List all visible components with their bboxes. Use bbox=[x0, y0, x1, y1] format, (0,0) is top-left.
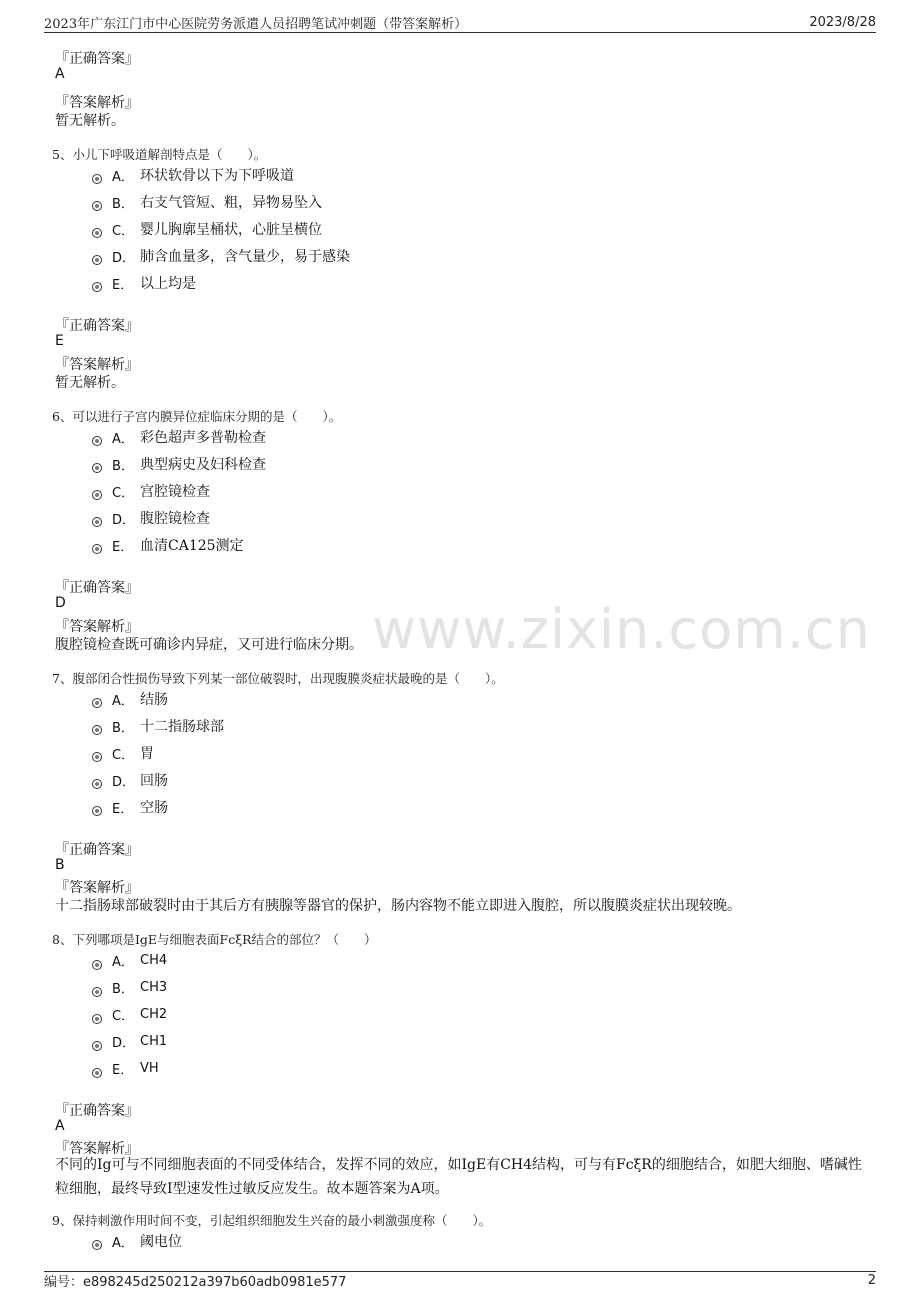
option-text: 彩色超声多普勒检查 bbox=[140, 430, 266, 446]
option-6e[interactable] bbox=[92, 535, 244, 555]
option-letter: D． bbox=[112, 774, 136, 790]
option-text: 腹腔镜检查 bbox=[140, 511, 210, 527]
correct-answer-label: 『正确答案』 bbox=[55, 580, 139, 596]
page-number: 2 bbox=[867, 1272, 876, 1288]
document-date: 2023/8/28 bbox=[809, 14, 876, 30]
option-9a[interactable] bbox=[92, 1231, 182, 1251]
option-6c[interactable] bbox=[92, 481, 210, 501]
option-letter: D． bbox=[112, 250, 136, 266]
radio-icon[interactable] bbox=[92, 463, 102, 473]
option-5c[interactable] bbox=[92, 219, 322, 239]
header-divider bbox=[44, 32, 876, 33]
option-text: 十二指肠球部 bbox=[140, 719, 224, 735]
option-text: 宫腔镜检查 bbox=[140, 484, 210, 500]
question-7-stem: 7、腹部闭合性损伤导致下列某一部位破裂时，出现腹膜炎症状最晚的是（ ）。 bbox=[52, 671, 504, 686]
option-6d[interactable] bbox=[92, 508, 210, 528]
analysis-label: 『答案解析』 bbox=[55, 357, 139, 373]
option-7d[interactable] bbox=[92, 770, 168, 790]
document-code: 编号：e898245d250212a397b60adb0981e577 bbox=[44, 1274, 347, 1290]
option-7b[interactable] bbox=[92, 716, 224, 736]
option-text: 婴儿胸廓呈桶状，心脏呈横位 bbox=[140, 222, 322, 238]
option-7a[interactable] bbox=[92, 689, 168, 709]
option-letter: C． bbox=[112, 485, 135, 501]
analysis-label: 『答案解析』 bbox=[55, 619, 139, 635]
radio-icon[interactable] bbox=[92, 752, 102, 762]
option-8b[interactable] bbox=[92, 978, 167, 997]
correct-answer-value: B bbox=[55, 857, 65, 873]
option-text: 以上均是 bbox=[140, 276, 196, 292]
option-letter: C． bbox=[112, 223, 135, 239]
option-text: 空肠 bbox=[140, 800, 168, 816]
correct-answer-label: 『正确答案』 bbox=[55, 842, 139, 858]
option-6a[interactable] bbox=[92, 427, 266, 447]
option-letter: D． bbox=[112, 1036, 136, 1051]
option-letter: C． bbox=[112, 1009, 135, 1024]
option-letter: A． bbox=[112, 1235, 134, 1251]
question-8-stem: 8、下列哪项是IgE与细胞表面FcξR结合的部位？（ ） bbox=[52, 932, 377, 947]
option-text: 环状软骨以下为下呼吸道 bbox=[140, 168, 294, 184]
radio-icon[interactable] bbox=[92, 806, 102, 816]
option-letter: B． bbox=[112, 196, 134, 212]
option-8c[interactable] bbox=[92, 1005, 167, 1024]
radio-icon[interactable] bbox=[92, 987, 102, 997]
option-5d[interactable] bbox=[92, 246, 350, 266]
correct-answer-label: 『正确答案』 bbox=[55, 1103, 139, 1119]
radio-icon[interactable] bbox=[92, 779, 102, 789]
radio-icon[interactable] bbox=[92, 228, 102, 238]
option-5e[interactable] bbox=[92, 273, 196, 293]
radio-icon[interactable] bbox=[92, 1014, 102, 1024]
option-letter: E． bbox=[112, 277, 134, 293]
option-text: CH3 bbox=[140, 980, 168, 995]
correct-answer-label: 『正确答案』 bbox=[55, 318, 139, 334]
correct-answer-label: 『正确答案』 bbox=[55, 51, 139, 67]
document-title: 2023年广东江门市中心医院劳务派遣人员招聘笔试冲刺题（带答案解析） bbox=[44, 16, 468, 32]
option-letter: D． bbox=[112, 512, 136, 528]
page-header bbox=[44, 13, 876, 31]
option-text: CH2 bbox=[140, 1007, 168, 1022]
option-letter: B． bbox=[112, 720, 134, 736]
option-7c[interactable] bbox=[92, 743, 154, 763]
correct-answer-value: E bbox=[55, 333, 64, 349]
analysis-text: 暂无解析。 bbox=[55, 375, 125, 391]
correct-answer-value: D bbox=[55, 595, 66, 611]
radio-icon[interactable] bbox=[92, 436, 102, 446]
option-letter: E． bbox=[112, 801, 134, 817]
option-text: CH4 bbox=[140, 953, 168, 968]
option-text: 血清CA125测定 bbox=[140, 538, 244, 554]
option-text: 阈电位 bbox=[140, 1234, 182, 1250]
option-8a[interactable] bbox=[92, 951, 167, 970]
radio-icon[interactable] bbox=[92, 490, 102, 500]
option-letter: C． bbox=[112, 747, 135, 763]
option-letter: B． bbox=[112, 982, 134, 997]
radio-icon[interactable] bbox=[92, 725, 102, 735]
option-6b[interactable] bbox=[92, 454, 266, 474]
option-text: 结肠 bbox=[140, 692, 168, 708]
radio-icon[interactable] bbox=[92, 282, 102, 292]
radio-icon[interactable] bbox=[92, 255, 102, 265]
option-letter: B． bbox=[112, 458, 134, 474]
option-letter: A． bbox=[112, 431, 134, 447]
radio-icon[interactable] bbox=[92, 1068, 102, 1078]
option-text: VH bbox=[140, 1061, 159, 1076]
analysis-label: 『答案解析』 bbox=[55, 95, 139, 111]
option-letter: E． bbox=[112, 539, 134, 555]
radio-icon[interactable] bbox=[92, 201, 102, 211]
option-8e[interactable] bbox=[92, 1059, 159, 1078]
question-9-stem: 9、保持刺激作用时间不变，引起组织细胞发生兴奋的最小刺激强度称（ ）。 bbox=[52, 1213, 492, 1228]
option-text: 典型病史及妇科检查 bbox=[140, 457, 266, 473]
option-letter: E． bbox=[112, 1063, 134, 1078]
watermark: www.zixin.com.cn bbox=[372, 598, 871, 661]
analysis-text: 腹腔镜检查既可确诊内异症，又可进行临床分期。 bbox=[55, 637, 363, 653]
analysis-label: 『答案解析』 bbox=[55, 880, 139, 896]
correct-answer-value: A bbox=[55, 1118, 65, 1134]
radio-icon[interactable] bbox=[92, 174, 102, 184]
radio-icon[interactable] bbox=[92, 698, 102, 708]
analysis-text: 不同的Ig可与不同细胞表面的不同受体结合，发挥不同的效应，如IgE有CH4结构，可与有FcξR的细胞结合，如肥大细胞、嗜碱性粒细胞，最终导致I型速发性过敏反应发生。故本题答案为A项。 bbox=[55, 1157, 862, 1197]
analysis-text: 十二指肠球部破裂时由于其后方有胰腺等器官的保护，肠内容物不能立即进入腹腔，所以腹膜炎症状出现较晚。 bbox=[55, 898, 741, 914]
option-text: 肺含血量多，含气量少，易于感染 bbox=[140, 249, 350, 265]
option-5b[interactable] bbox=[92, 192, 322, 212]
option-7e[interactable] bbox=[92, 797, 168, 817]
question-5-stem: 5、小儿下呼吸道解剖特点是（ ）。 bbox=[52, 147, 267, 162]
radio-icon[interactable] bbox=[92, 517, 102, 527]
radio-icon[interactable] bbox=[92, 1041, 102, 1051]
radio-icon[interactable] bbox=[92, 544, 102, 554]
option-5a[interactable] bbox=[92, 165, 294, 185]
option-text: 回肠 bbox=[140, 773, 168, 789]
correct-answer-value: A bbox=[55, 66, 65, 82]
option-letter: A． bbox=[112, 693, 134, 709]
option-text: 胃 bbox=[140, 746, 154, 762]
page-footer bbox=[44, 1272, 876, 1288]
radio-icon[interactable] bbox=[92, 1240, 102, 1250]
option-letter: A． bbox=[112, 955, 134, 970]
question-6-stem: 6、可以进行子宫内膜异位症临床分期的是（ ）。 bbox=[52, 409, 342, 424]
option-text: CH1 bbox=[140, 1034, 168, 1049]
analysis-text: 暂无解析。 bbox=[55, 113, 125, 129]
option-text: 右支气管短、粗，异物易坠入 bbox=[140, 195, 322, 211]
option-letter: A． bbox=[112, 169, 134, 185]
radio-icon[interactable] bbox=[92, 960, 102, 970]
analysis-label: 『答案解析』 bbox=[55, 1141, 139, 1157]
option-8d[interactable] bbox=[92, 1032, 167, 1051]
